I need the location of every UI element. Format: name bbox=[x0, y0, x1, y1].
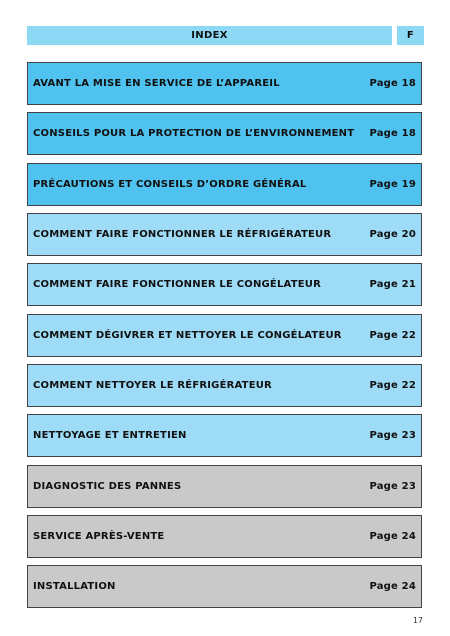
toc-entry-title: COMMENT FAIRE FONCTIONNER LE RÉFRIGÉRATEUR bbox=[33, 229, 332, 240]
toc-entry-diagnostic-pannes[interactable] bbox=[27, 465, 422, 508]
toc-entry-installation[interactable] bbox=[27, 565, 422, 608]
toc-entry-page: Page 20 bbox=[369, 229, 416, 240]
toc-entry-avant-mise-en-service[interactable] bbox=[27, 62, 422, 105]
toc-entry-title: DIAGNOSTIC DES PANNES bbox=[33, 481, 182, 492]
toc-entry-service-apres-vente[interactable] bbox=[27, 515, 422, 558]
toc-entry-page: Page 23 bbox=[369, 481, 416, 492]
toc-entry-title: NETTOYAGE ET ENTRETIEN bbox=[33, 430, 187, 441]
toc-entry-page: Page 24 bbox=[369, 531, 416, 542]
toc-entry-fonctionner-congelateur[interactable] bbox=[27, 263, 422, 306]
toc-entry-title: INSTALLATION bbox=[33, 581, 116, 592]
toc-entry-fonctionner-refrigerateur[interactable] bbox=[27, 213, 422, 256]
toc-entry-title: COMMENT NETTOYER LE RÉFRIGÉRATEUR bbox=[33, 380, 272, 391]
toc-entry-title: AVANT LA MISE EN SERVICE DE L’APPAREIL bbox=[33, 78, 280, 89]
toc-entry-title: PRÉCAUTIONS ET CONSEILS D’ORDRE GÉNÉRAL bbox=[33, 179, 307, 190]
toc-entry-title: COMMENT DÉGIVRER ET NETTOYER LE CONGÉLATEUR bbox=[33, 330, 342, 341]
language-badge bbox=[397, 26, 424, 45]
toc-entry-page: Page 23 bbox=[369, 430, 416, 441]
toc-entry-degivrer-congelateur[interactable] bbox=[27, 314, 422, 357]
language-label: F bbox=[406, 30, 415, 41]
toc-entry-page: Page 19 bbox=[369, 179, 416, 190]
toc-entry-page: Page 18 bbox=[369, 78, 416, 89]
toc-entry-page: Page 18 bbox=[369, 128, 416, 139]
toc-entry-page: Page 21 bbox=[369, 279, 416, 290]
toc-entry-nettoyage-entretien[interactable] bbox=[27, 414, 422, 457]
toc-entry-title: CONSEILS POUR LA PROTECTION DE L’ENVIRONNEMENT bbox=[33, 128, 355, 139]
toc-entry-precautions[interactable] bbox=[27, 163, 422, 206]
toc-entry-title: SERVICE APRÈS-VENTE bbox=[33, 531, 165, 542]
toc-entry-protection-environnement[interactable] bbox=[27, 112, 422, 155]
index-title: INDEX bbox=[191, 30, 228, 41]
page-number: 17 bbox=[412, 616, 423, 625]
index-header bbox=[27, 26, 392, 45]
toc-entry-page: Page 22 bbox=[369, 380, 416, 391]
toc-entry-page: Page 22 bbox=[369, 330, 416, 341]
toc-entry-nettoyer-refrigerateur[interactable] bbox=[27, 364, 422, 407]
toc-entry-title: COMMENT FAIRE FONCTIONNER LE CONGÉLATEUR bbox=[33, 279, 321, 290]
toc-entry-page: Page 24 bbox=[369, 581, 416, 592]
